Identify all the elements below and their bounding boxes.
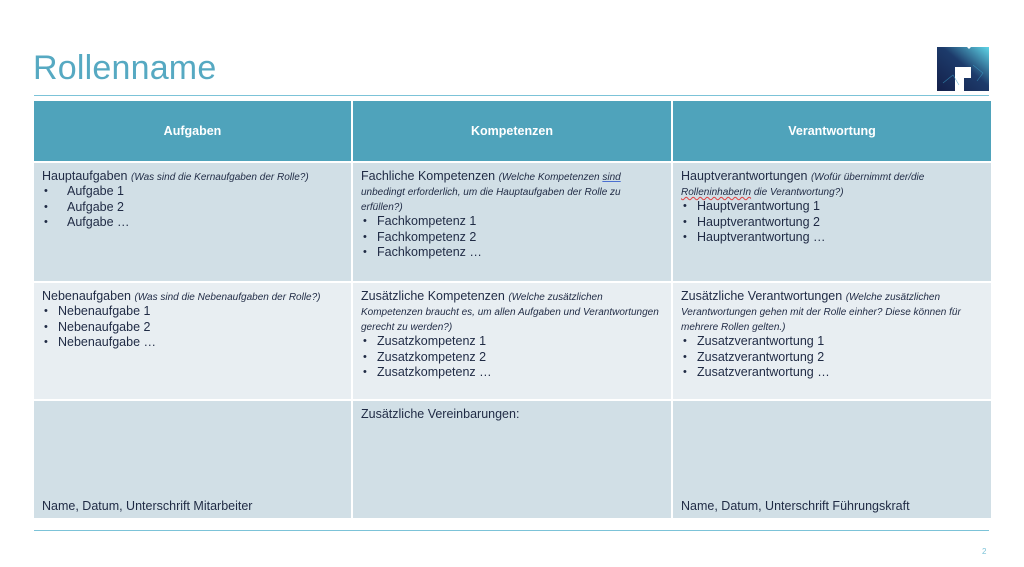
list-item: • Hauptverantwortung … [681,230,983,246]
list-item: • Zusatzverantwortung … [681,365,983,381]
list-item: • Fachkompetenz … [361,245,663,261]
list-item: • Aufgabe … [42,215,343,231]
signature-label-employee: Name, Datum, Unterschrift Mitarbeiter [42,499,253,513]
cell-hauptaufgaben[interactable] [34,163,351,281]
list-item: • Nebenaufgabe 2 [42,320,343,336]
hint-text: (Wofür übernimmt der/die [810,172,925,183]
hint-text: (Welche Kompetenzen [498,172,603,183]
item-list [361,334,663,381]
list-item: • Hauptverantwortung 1 [681,199,983,215]
title-divider [34,95,989,96]
cell-heading: Zusätzliche Vereinbarungen: [361,407,520,421]
page-title: Rollenname [33,49,217,87]
signature-label-manager: Name, Datum, Unterschrift Führungskraft [681,499,910,513]
item-list [42,184,343,231]
cell-hauptverantwortungen[interactable] [673,163,991,281]
page-number: 2 [982,547,987,556]
cell-heading: Fachliche Kompetenzen [361,169,496,183]
list-item: • Fachkompetenz 1 [361,214,663,230]
brand-logo-icon [937,47,989,91]
spelling-mark: RolleninhaberIn [681,187,752,198]
list-item: • Aufgabe 1 [42,184,343,200]
cell-hint: (Welche zusätzlichen Verantwortungen gehen mit der Rolle einher? Diese können für mehrere Rollen gelten.) [681,292,961,333]
cell-zusaetzliche-verantwortungen[interactable] [673,283,991,399]
brand-logo-graphic [937,47,989,91]
list-item: • Zusatzkompetenz 2 [361,350,663,366]
list-item: • Aufgabe 2 [42,200,343,216]
list-item: • Zusatzkompetenz … [361,365,663,381]
list-item: • Hauptverantwortung 2 [681,215,983,231]
header-kompetenzen: Kompetenzen [353,101,671,161]
cell-heading: Hauptaufgaben [42,169,128,183]
hint-text: unbedingt erforderlich, um die Hauptaufgaben der Rolle zu erfüllen?) [361,187,621,213]
cell-signature-manager[interactable] [673,401,991,518]
cell-signature-employee[interactable] [34,401,351,518]
list-item: • Nebenaufgabe … [42,335,343,351]
item-list [681,199,983,246]
list-item: • Fachkompetenz 2 [361,230,663,246]
cell-additional-agreements[interactable] [353,401,671,518]
list-item: • Nebenaufgabe 1 [42,304,343,320]
item-list [361,214,663,261]
cell-fachliche-kompetenzen[interactable] [353,163,671,281]
item-list [681,334,983,381]
cell-zusaetzliche-kompetenzen[interactable] [353,283,671,399]
header-verantwortung: Verantwortung [673,101,991,161]
cell-heading: Hauptverantwortungen [681,169,808,183]
cell-hint: (Was sind die Nebenaufgaben der Rolle?) [134,292,321,303]
header-aufgaben: Aufgaben [34,101,351,161]
footer-divider [34,530,989,531]
grammar-mark: sind [602,172,621,183]
item-list [42,304,343,351]
list-item: • Zusatzverantwortung 2 [681,350,983,366]
cell-hint: (Was sind die Kernaufgaben der Rolle?) [130,172,309,183]
cell-nebenaufgaben[interactable] [34,283,351,399]
hint-text: die Verantwortung?) [751,187,844,198]
list-item: • Zusatzverantwortung 1 [681,334,983,350]
cell-heading: Nebenaufgaben [42,289,131,303]
cell-heading: Zusätzliche Kompetenzen [361,289,505,303]
cell-heading: Zusätzliche Verantwortungen [681,289,843,303]
list-item: • Zusatzkompetenz 1 [361,334,663,350]
cell-hint: (Welche zusätzlichen Kompetenzen braucht es, um allen Aufgaben und Verantwortungen gerecht zu werden?) [361,292,659,333]
role-table [34,101,989,518]
